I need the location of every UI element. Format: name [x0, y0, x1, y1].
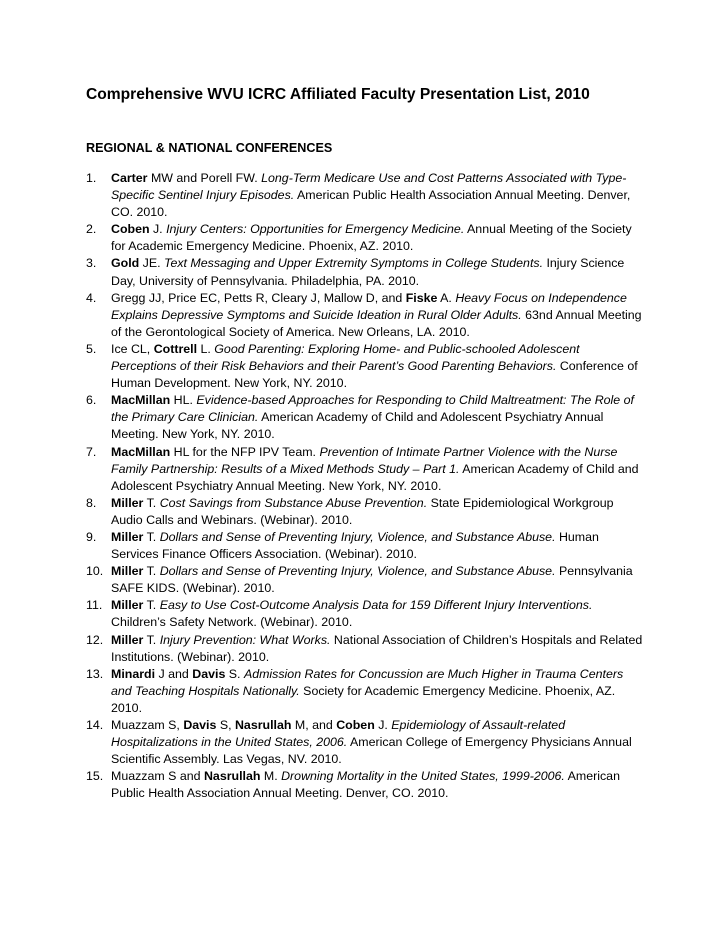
item-number: 15. [86, 769, 104, 784]
list-item [86, 597, 646, 631]
presentation-title: Drowning Mortality in the United States, 1999-2006. [281, 769, 565, 784]
citation-text: MW and Porell FW. [147, 171, 262, 185]
item-number: 1. [86, 171, 97, 185]
presentation-title: Text Messaging and Upper Extremity Symptoms in College Students. [164, 256, 544, 271]
citation-text: Society for Academic Emergency Medicine. Phoenix, AZ. 2010. [111, 683, 616, 715]
author-name: MacMillan [111, 444, 171, 459]
citation-text: T. [143, 495, 160, 510]
page-title: Comprehensive WVU ICRC Affiliated Faculty Presentation List, 2010 [86, 86, 590, 103]
citation-text: T. [143, 564, 160, 579]
citation-text: A. [437, 290, 456, 305]
list-item [86, 529, 646, 563]
presentation-title: Easy to Use Cost-Outcome Analysis Data for 159 Different Injury Interventions. [159, 598, 593, 613]
list-item [86, 341, 646, 392]
item-number: 14. [86, 718, 104, 732]
item-number: 7. [86, 444, 97, 459]
author-name: Miller [111, 495, 144, 510]
author-name: Carter [111, 171, 148, 185]
list-item [86, 495, 646, 529]
citation-text: M, and [291, 718, 337, 732]
item-number: 8. [86, 495, 97, 510]
item-number: 11. [86, 598, 103, 613]
presentation-title: Dollars and Sense of Preventing Injury, Violence, and Substance Abuse. [159, 564, 556, 579]
citation-text: Gregg JJ, Price EC, Petts R, Cleary J, Mallow D, and [111, 290, 406, 305]
presentation-title: Admission Rates for Concussion are Much Higher in Trauma Centers and Teaching Hospitals Nationally. [111, 666, 624, 698]
section-heading: REGIONAL & NATIONAL CONFERENCES [86, 141, 333, 155]
item-number: 4. [86, 290, 97, 305]
presentation-title: Injury Prevention: What Works. [159, 632, 331, 647]
presentation-title: Cost Savings from Substance Abuse Prevention. [159, 495, 428, 510]
item-number: 5. [86, 341, 97, 356]
list-item [86, 255, 646, 289]
author-name: Miller [111, 632, 144, 647]
citation-text: Annual Meeting of the Society for Academic Emergency Medicine. Phoenix, AZ. 2010. [111, 222, 632, 254]
list-item [86, 632, 646, 666]
citation-text: American Academy of Child and Adolescent Psychiatry Annual Meeting. New York, NY. 2010. [111, 461, 639, 493]
presentation-title: Heavy Focus on Independence Explains Depressive Symptoms and Suicide Ideation in Rural Older Adults. [111, 290, 627, 322]
presentation-title: Good Parenting: Exploring Home- and Public-schooled Adolescent Perceptions of their Risk Behaviors and their Parent’s Good Parenting Behaviors. [111, 341, 580, 374]
author-name: MacMillan [111, 393, 171, 408]
presentation-list [86, 170, 646, 802]
item-number: 9. [86, 529, 97, 544]
citation-text: American College of Emergency Physicians Annual Scientific Assembly. Las Vegas, NV. 2010. [111, 735, 632, 767]
author-name: Minardi [111, 666, 156, 681]
presentation-title: Long-Term Medicare Use and Cost Patterns Associated with Type-Specific Sentinel Injury Episodes. [111, 171, 627, 203]
presentation-title: Evidence-based Approaches for Responding to Child Maltreatment: The Role of the Primary Care Clinician. [111, 393, 634, 425]
author-name: Miller [111, 529, 144, 544]
author-name: Davis [192, 666, 226, 681]
citation-text: American Public Health Association Annual Meeting. Denver, CO. 2010. [111, 188, 631, 220]
citation-text: American Academy of Child and Adolescent Psychiatry Annual Meeting. New York, NY. 2010. [111, 410, 604, 442]
list-item [86, 444, 646, 495]
list-item [86, 768, 646, 802]
item-number: 6. [86, 393, 97, 408]
citation-text: Human Services Finance Officers Association. (Webinar). 2010. [111, 529, 599, 562]
citation-text: Children’s Safety Network. (Webinar). 2010. [111, 615, 353, 630]
author-name: Fiske [405, 290, 438, 305]
citation-text: Ice CL, [111, 341, 154, 356]
author-name: Coben [111, 222, 150, 237]
author-name: Miller [111, 564, 144, 579]
list-item [86, 392, 646, 443]
citation-text: S, [216, 718, 235, 732]
citation-text: 63nd Annual Meeting of the Gerontological Society of America. New Orleans, LA. 2010. [111, 307, 642, 339]
citation-text: HL for the NFP IPV Team. [170, 444, 320, 459]
citation-text: J and [155, 666, 193, 681]
citation-text: S. [225, 666, 244, 681]
citation-text: State Epidemiological Workgroup Audio Calls and Webinars. (Webinar). 2010. [111, 495, 614, 527]
citation-text: M. [260, 769, 282, 784]
author-name: Miller [111, 598, 144, 613]
citation-text: Injury Science Day, University of Pennsylvania. Philadelphia, PA. 2010. [111, 256, 625, 288]
list-item [86, 717, 646, 768]
citation-text: Muazzam S, [111, 718, 184, 732]
citation-text: Pennsylvania SAFE KIDS. (Webinar). 2010. [111, 564, 633, 596]
item-number: 10. [86, 564, 104, 579]
citation-text: T. [143, 529, 160, 544]
presentation-title: Dollars and Sense of Preventing Injury, Violence, and Substance Abuse. [159, 529, 556, 544]
list-item [86, 170, 646, 221]
citation-text: T. [143, 632, 160, 647]
citation-text: Conference of Human Development. New York, NY. 2010. [111, 359, 638, 391]
author-name: Nasrullah [234, 718, 292, 732]
presentation-title: Prevention of Intimate Partner Violence with the Nurse Family Partnership: Results of a Mixed Methods Study – Part 1. [111, 444, 618, 476]
citation-text: HL. [170, 393, 197, 408]
citation-text: J. [149, 222, 167, 237]
presentation-title: Epidemiology of Assault-related Hospitalizations in the United States, 2006. [111, 718, 566, 750]
citation-text: JE. [139, 256, 165, 271]
citation-text: J. [374, 718, 392, 732]
list-item [86, 221, 646, 255]
citation-text: L. [197, 341, 215, 356]
list-item [86, 666, 646, 717]
list-item [86, 290, 646, 341]
item-number: 3. [86, 256, 97, 271]
presentation-title: Injury Centers: Opportunities for Emergency Medicine. [166, 222, 465, 237]
item-number: 2. [86, 222, 97, 237]
author-name: Gold [111, 256, 140, 271]
citation-text: T. [143, 598, 160, 613]
list-item [86, 563, 646, 597]
author-name: Nasrullah [203, 769, 261, 784]
item-number: 12. [86, 632, 104, 647]
citation-text: Muazzam S and [111, 769, 204, 784]
citation-text: American Public Health Association Annual Meeting. Denver, CO. 2010. [111, 769, 620, 801]
author-name: Coben [336, 718, 375, 732]
item-number: 13. [86, 666, 104, 681]
author-name: Cottrell [153, 341, 198, 356]
citation-text: National Association of Children’s Hospitals and Related Institutions. (Webinar). 2010. [111, 632, 643, 664]
author-name: Davis [183, 718, 217, 732]
